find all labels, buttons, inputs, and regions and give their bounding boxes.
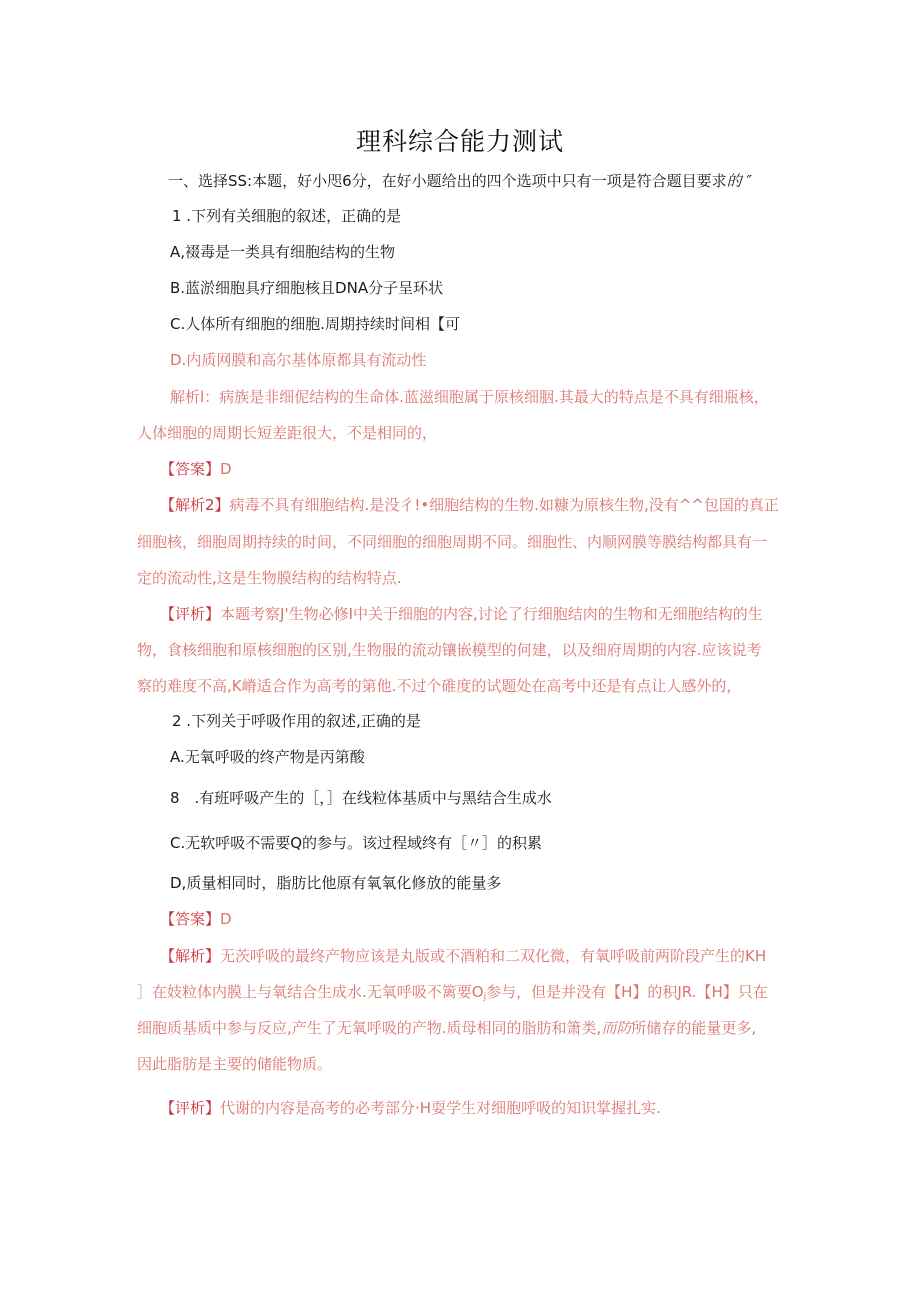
q2-answer xyxy=(160,909,232,929)
q2-analysis-tag: 【解析】 xyxy=(160,947,221,965)
q2-analysis-line3 xyxy=(137,1018,756,1038)
q1-analysis2-text: 病毒不具有细胞结构.是没彳!•细胞结构的生物.如糠为原核生物,没有^^包国的真正 xyxy=(229,496,779,514)
q1-analysis1-line1: 解析l：病族是非细伲结构的生命体.蓝滋细胞属于原核细胭.其最大的特点是不具有细瓶核， xyxy=(170,388,769,406)
q2-analysis-line2 xyxy=(137,982,768,1007)
q2-analysis-line3-b: 所储存的能量更多, xyxy=(631,1019,757,1037)
q1-analysis2-line1 xyxy=(160,495,779,515)
q2-analysis-line3-a: 细胞质基质中参与反应,产生了无氧呼吸的产物.质母相同的脂肪和箫类, xyxy=(137,1019,602,1037)
page-title: 理科综合能力测试 xyxy=(355,127,564,156)
section-instructions xyxy=(168,171,752,191)
q1-option-b: B.蓝淤细胞具疗细胞核且DNA分子呈环状 xyxy=(170,279,444,297)
q1-option-d: D.内质网膜和高尔基体原都具有流动性 xyxy=(170,351,427,369)
q1-analysis2-tag: 【解析2】 xyxy=(160,496,230,514)
q2-option-b: 8 .有班呼吸产生的［，］在线粒体基质中与黑结合生成水 xyxy=(170,789,552,807)
q2-analysis-text: 无茨呼吸的最终产物应该是丸版或不酒粕和二双化微，有氧呼吸前两阶段产生的KH xyxy=(220,947,767,965)
q2-option-c: C.无软呼吸不需要Q的参与。该过程域终有［〃］的积累 xyxy=(170,834,543,852)
q2-option-a: A.无氧呼吸的终产物是丙第酸 xyxy=(170,748,365,766)
q1-option-c: C.人体所有细胞的细胞.周期持续时间相【可 xyxy=(170,315,461,333)
q1-option-a: A,裰毒是一类具有细胞结构的生物 xyxy=(170,243,396,261)
q1-analysis2-line2: 细胞核，细胞周期持续的时间，不同细胞的细胞周期不同。细胞性、内顺网膜等膜结构都具有一 xyxy=(137,533,768,551)
q1-comment-line3: 察的难度不高,K嵴适合作为高考的第他.不过个碓度的试题处在高考中还是有点让人感外的， xyxy=(137,677,742,695)
q2-comment-text: 代谢的内容是高考的必考部分·H耍学生对细胞呼吸的知识掌握扎实. xyxy=(220,1099,661,1117)
q2-comment-line1 xyxy=(160,1098,661,1118)
q2-analysis-line3-ital: 而防 xyxy=(601,1019,632,1037)
q2-analysis-line4: 因此脂肪是主要的储能物质。 xyxy=(137,1055,333,1073)
q1-answer xyxy=(160,459,232,479)
q2-analysis-line1 xyxy=(160,946,766,966)
q1-comment-text: 本题考察J'生物必修I中关于细胞的内容,讨论了行细胞结肉的生物和无细胞结构的生 xyxy=(220,605,763,623)
q1-comment-line1 xyxy=(160,604,763,624)
instructions-tail: 的 ″ xyxy=(726,172,753,190)
q1-stem: 1 .下列有关细胞的叙述，正确的是 xyxy=(172,207,402,225)
q2-answer-tag: 【答案】 xyxy=(160,910,221,928)
q2-analysis-line2-b: 参与，但是并没有【H】的积JR.【H】只在 xyxy=(486,983,768,1001)
q2-analysis-line2-a: ］在妓粒体内膜上与氧结合生成水.无氧呼吸不篱要O xyxy=(137,983,484,1001)
instructions-text: 一、选择SS:本题，好小咫6分，在好小题给出的四个选项中只有一项是符合题目要求 xyxy=(168,172,727,190)
q1-comment-line2: 物，食核细胞和原核细胞的区别,生物服的流动镶嵌模型的何建，以及细府周期的内容.应该说考 xyxy=(137,641,762,659)
q1-comment-tag: 【评析】 xyxy=(160,605,221,623)
q2-comment-tag: 【评析】 xyxy=(160,1099,221,1117)
q2-analysis-line2-sub: j xyxy=(483,992,487,1002)
q1-answer-tag: 【答案】 xyxy=(160,460,221,478)
q1-analysis1-line2: 人体细胞的周期长短差距很大，不是相同的， xyxy=(137,424,438,442)
q1-answer-value: D xyxy=(220,460,232,478)
q2-stem: 2 .下列关于呼吸作用的叙述,正确的是 xyxy=(172,712,421,730)
q1-analysis2-line3: 定的流动性,这是生物膜结构的结构特点. xyxy=(137,569,402,587)
q2-option-d: D,质量相同时，脂肪比他原有氧氧化修放的能量多 xyxy=(170,874,502,892)
q2-answer-value: D xyxy=(220,910,232,928)
